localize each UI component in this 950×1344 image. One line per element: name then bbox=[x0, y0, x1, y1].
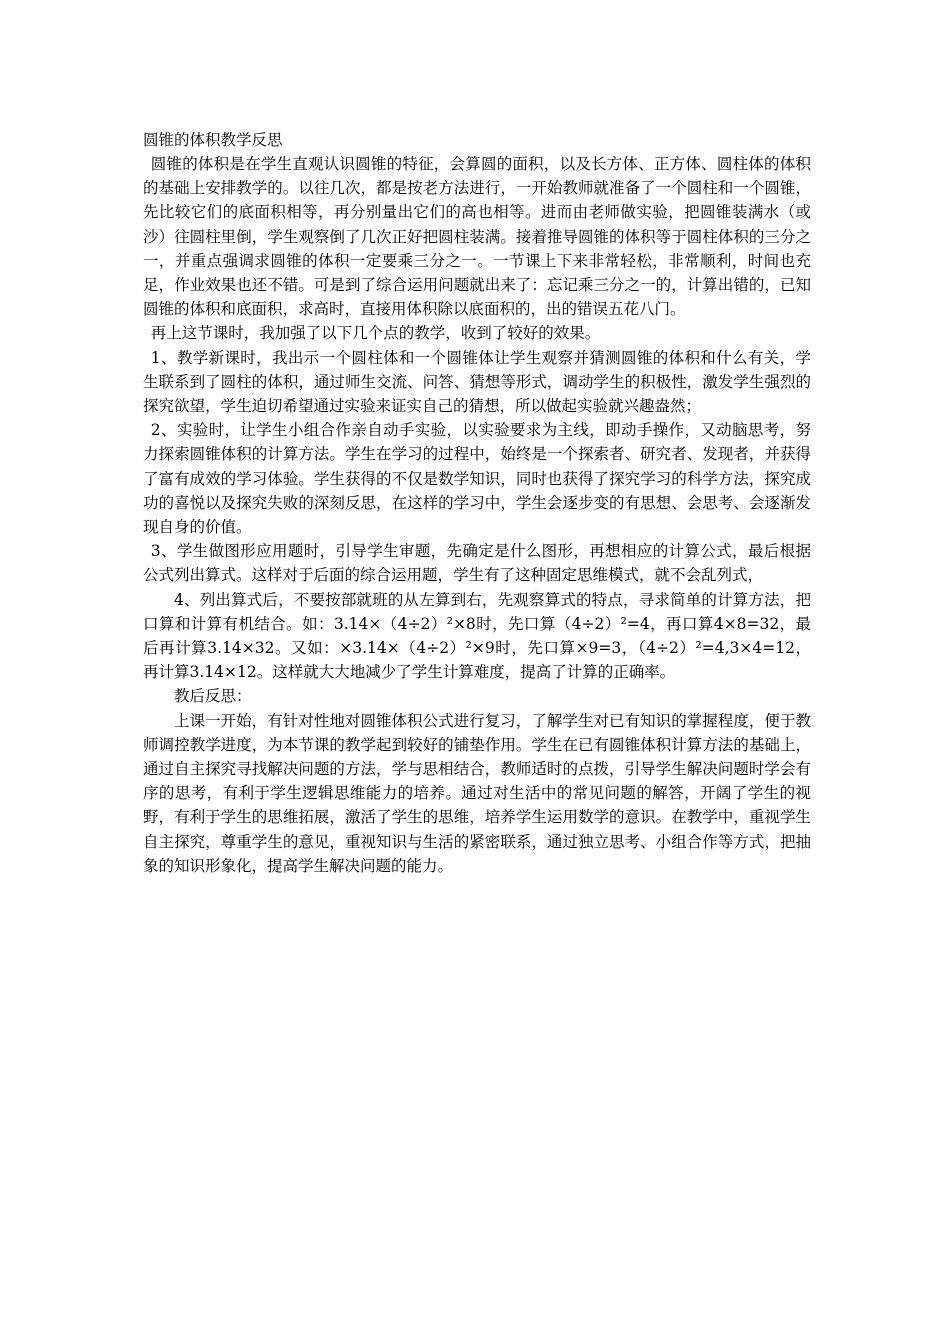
list-item-point-2: 2、实验时，让学生小组合作亲自动手实验，以实验要求为主线，即动手操作，又动脑思考，努力探索圆锥体积的计算方法。学生在学习的过程中，始终是一个探索者、研究者、发现者，并获得了富有成效的学习体验。学生获得的不仅是数学知识，同时也获得了探究学习的科学方法，探究成功的喜悦以及探究失败的深刻反思，在这样的学习中，学生会逐步变的有思想、会思考、会逐渐发现自身的价值。 bbox=[143, 421, 811, 537]
document-page bbox=[143, 128, 811, 878]
document-title: 圆锥的体积教学反思 bbox=[143, 131, 283, 149]
paragraph-reflection-body: 上课一开始，有针对性地对圆锥体积公式进行复习，了解学生对已有知识的掌握程度，便于教师调控教学进度，为本节课的教学起到较好的铺垫作用。学生在已有圆锥体积计算方法的基础上，通过自主探究寻找解决问题的方法，学与思相结合，教师适时的点拨，引导学生解决问题时学会有序的思考，有利于学生逻辑思维能力的培养。通过对生活中的常见问题的解答，开阔了学生的视野，有利于学生的思维拓展，激活了学生的思维，培养学生运用数学的意识。在教学中，重视学生自主探究，尊重学生的意见，重视知识与生活的紧密联系，通过独立思考、小组合作等方式，把抽象的知识形象化，提高学生解决问题的能力。 bbox=[143, 711, 811, 875]
list-item-point-4: 4、列出算式后，不要按部就班的从左算到右，先观察算式的特点，寻求简单的计算方法，把口算和计算有机结合。如：3.14×（4÷2）²×8时，先口算（4÷2）²=4，再口算4×8=32，最后再计算3.14×32。又如：×3.14×（4÷2）²×9时，先口算×9=3，（4÷2）²=4,3×4=12，再计算3.14×12。这样就大大地减少了学生计算难度，提高了计算的正确率。 bbox=[143, 590, 811, 682]
list-item-point-3: 3、学生做图形应用题时，引导学生审题，先确定是什么图形，再想相应的计算公式，最后根据公式列出算式。这样对于后面的综合运用题，学生有了这种固定思维模式，就不会乱列式， bbox=[143, 542, 811, 585]
paragraph-again: 再上这节课时，我加强了以下几个点的教学，收到了较好的效果。 bbox=[150, 324, 601, 343]
list-item-point-1: 1、教学新课时，我出示一个圆柱体和一个圆锥体让学生观察并猜测圆锥的体积和什么有关，学生联系到了圆柱的体积，通过师生交流、问答、猜想等形式，调动学生的积极性，激发学生强烈的探究欲望，学生迫切希望通过实验来证实自己的猜想，所以做起实验就兴趣盎然； bbox=[143, 348, 811, 416]
reflection-heading: 教后反思： bbox=[174, 687, 252, 706]
paragraph-intro: 圆锥的体积是在学生直观认识圆锥的特征，会算圆的面积，以及长方体、正方体、圆柱体的体积的基础上安排教学的。以往几次，都是按老方法进行，一开始教师就准备了一个圆柱和一个圆锥，先比较它们的底面积相等，再分别量出它们的高也相等。进而由老师做实验，把圆锥装满水（或沙）往圆柱里倒，学生观察倒了几次正好把圆柱装满。接着推导圆锥的体积等于圆柱体积的三分之一，并重点强调求圆锥的体积一定要乘三分之一。一节课上下来非常轻松，非常顺利，时间也充足，作业效果也还不错。可是到了综合运用问题就出来了：忘记乘三分之一的，计算出错的，已知圆锥的体积和底面积，求高时，直接用体积除以底面积的，出的错误五花八门。 bbox=[143, 155, 811, 319]
